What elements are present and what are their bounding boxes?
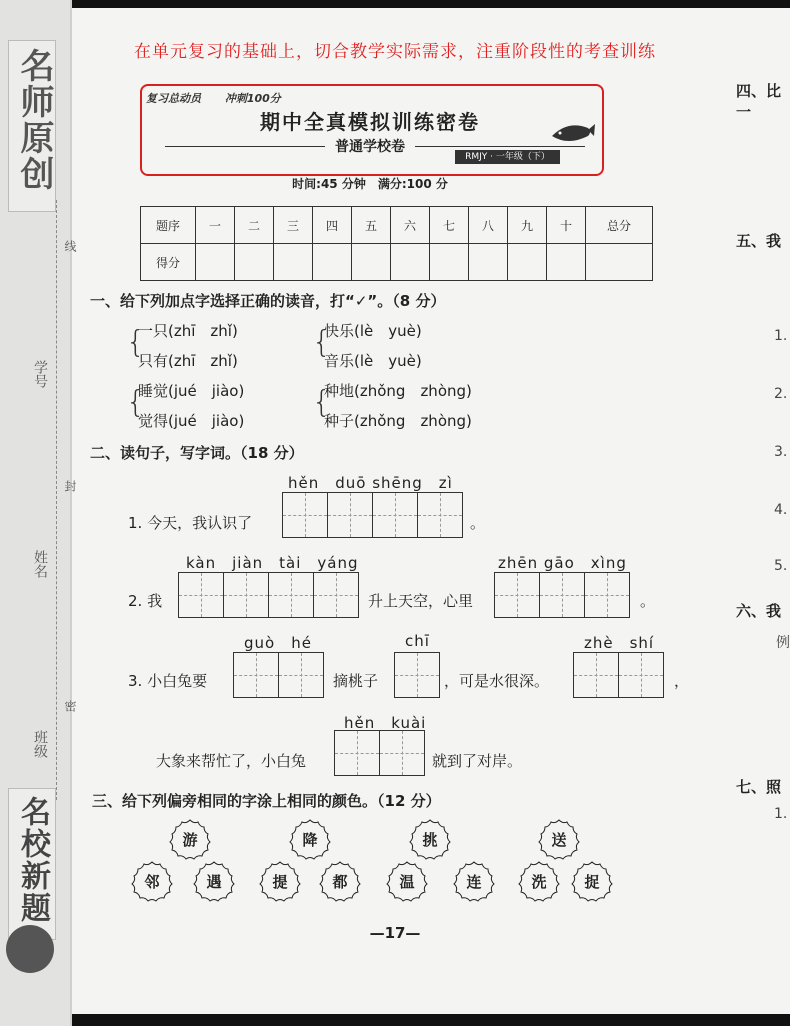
exam-subtitle: 普通学校卷	[140, 136, 600, 156]
q3-pinyin-2: chī	[405, 632, 430, 650]
q3b-prompt: 大象来帮忙了，小白兔	[156, 752, 307, 770]
q3-writing-grid-3[interactable]	[573, 652, 664, 698]
score-cell: 十	[547, 207, 586, 244]
right-q5-2: 2.	[774, 386, 788, 402]
q2-writing-grid-1[interactable]	[178, 572, 359, 618]
q3b-writing-grid[interactable]	[334, 730, 425, 776]
score-input-cell[interactable]	[274, 244, 313, 281]
series-label	[146, 90, 576, 104]
right-q6: 六、我	[736, 602, 782, 620]
q1-end: 。	[470, 514, 486, 532]
flower-char: 送	[551, 831, 567, 849]
right-q7-1: 1.	[774, 806, 788, 822]
flower-char: 降	[302, 831, 318, 849]
score-table-header-row	[141, 207, 653, 244]
score-table	[140, 206, 653, 281]
name-label: 姓名	[32, 550, 48, 578]
q2-prompt: 2. 我	[128, 592, 163, 610]
section1-heading: 一、给下列加点字选择正确的读音，打“✓”。（8 分）	[90, 292, 446, 310]
right-q5-4: 4.	[774, 502, 788, 518]
brace-icon: {	[312, 325, 332, 360]
flower-char: 挑	[422, 831, 438, 849]
brace-icon: {	[126, 385, 146, 420]
score-cell: 题序	[141, 207, 196, 244]
flower-char: 洗	[531, 873, 547, 891]
q1-pinyin: hěn duō shēng zì	[288, 474, 453, 492]
exam-title: 期中全真模拟训练密卷	[260, 110, 480, 134]
score-cell: 五	[352, 207, 391, 244]
q1-prompt: 1. 今天，我认识了	[128, 514, 253, 532]
score-input-cell[interactable]	[586, 244, 653, 281]
q3b-end: 就到了对岸。	[432, 752, 523, 770]
s1-item-5[interactable]: 睡觉(jué jiào)	[138, 382, 245, 400]
brand-bottom-text: 名校新题	[15, 796, 50, 924]
q3-middle-1: 摘桃子	[333, 672, 379, 690]
page-number: —17—	[369, 924, 421, 942]
q1-writing-grid[interactable]	[282, 492, 463, 538]
q2-end: 。	[640, 592, 656, 610]
right-q5-5: 5.	[774, 558, 788, 574]
score-cell: 七	[430, 207, 469, 244]
q3-end: ，	[674, 672, 690, 690]
flower-char: 游	[182, 831, 198, 849]
score-input-cell[interactable]	[196, 244, 235, 281]
score-input-cell[interactable]	[352, 244, 391, 281]
score-input-cell[interactable]	[313, 244, 352, 281]
q3-pinyin-1: guò hé	[244, 634, 312, 652]
top-border-bar	[40, 0, 790, 8]
q3-writing-grid-1[interactable]	[233, 652, 324, 698]
flower-char: 遇	[206, 873, 222, 891]
q3-pinyin-3: zhè shí	[584, 634, 655, 652]
seal-word-line: 线	[63, 240, 77, 252]
s1-item-2[interactable]: 只有(zhī zhǐ)	[138, 352, 238, 370]
score-table-score-row	[141, 244, 653, 281]
right-q7: 七、照	[736, 778, 782, 796]
s1-item-7[interactable]: 种地(zhǒng zhòng)	[324, 382, 472, 400]
bottom-border-bar	[40, 1014, 790, 1026]
score-input-cell[interactable]	[547, 244, 586, 281]
seal-word-seal: 封	[63, 480, 77, 492]
q2-writing-grid-2[interactable]	[494, 572, 630, 618]
brand-top-text: 名师原创	[14, 48, 54, 192]
score-input-cell[interactable]	[235, 244, 274, 281]
q3b-pinyin: hěn kuài	[344, 714, 427, 732]
q2-pinyin-2: zhēn gāo xìng	[498, 554, 627, 572]
brace-icon: {	[312, 385, 332, 420]
s1-item-1[interactable]: 一只(zhī zhǐ)	[138, 322, 238, 340]
binding-dashed-line	[56, 200, 57, 800]
section3-heading: 三、给下列偏旁相同的字涂上相同的颜色。（12 分）	[92, 792, 441, 810]
score-input-cell[interactable]	[469, 244, 508, 281]
q2-pinyin-1: kàn jiàn tài yáng	[186, 554, 359, 572]
score-row-label: 得分	[141, 244, 196, 281]
q3-prompt: 3. 小白兔要	[128, 672, 208, 690]
s1-item-3[interactable]: 快乐(lè yuè)	[324, 322, 422, 340]
series-right: 冲刺100分	[224, 92, 281, 105]
score-cell: 二	[235, 207, 274, 244]
score-cell: 六	[391, 207, 430, 244]
score-cell: 九	[508, 207, 547, 244]
class-label: 班级	[32, 730, 48, 758]
q3-middle-2: ，可是水很深。	[444, 672, 550, 690]
time-score-info: 时间:45 分钟 满分:100 分	[292, 177, 448, 191]
score-cell: 四	[313, 207, 352, 244]
score-cell: 八	[469, 207, 508, 244]
flower-char: 邻	[144, 873, 160, 891]
flower-char: 提	[272, 873, 288, 891]
s1-item-6[interactable]: 觉得(jué jiào)	[138, 412, 245, 430]
fish-illustration-icon	[548, 106, 596, 154]
red-tagline: 在单元复习的基础上，切合教学实际需求，注重阶段性的考查训练	[134, 42, 656, 62]
score-input-cell[interactable]	[430, 244, 469, 281]
q2-middle: 升上天空，心里	[368, 592, 474, 610]
series-left: 复习总动员	[146, 92, 201, 105]
margin-divider	[70, 0, 72, 1026]
brace-icon: {	[126, 325, 146, 360]
score-input-cell[interactable]	[391, 244, 430, 281]
flower-char: 连	[466, 873, 482, 891]
score-cell: 三	[274, 207, 313, 244]
score-cell: 总分	[586, 207, 653, 244]
s1-item-8[interactable]: 种子(zhǒng zhòng)	[324, 412, 472, 430]
score-cell: 一	[196, 207, 235, 244]
grade-tag: RMJY · 一年级（下）	[455, 150, 560, 164]
seal-word-secret: 密	[63, 700, 77, 712]
s1-item-4[interactable]: 音乐(lè yuè)	[324, 352, 422, 370]
right-q6-example: 例	[776, 635, 790, 651]
right-q5-1: 1.	[774, 328, 788, 344]
flower-char: 温	[399, 873, 415, 891]
right-q4: 四、比一	[736, 82, 782, 121]
score-input-cell[interactable]	[508, 244, 547, 281]
student-id-label: 学号	[32, 360, 48, 388]
right-q5: 五、我	[736, 232, 782, 250]
right-q5-3: 3.	[774, 444, 788, 460]
flower-char: 捉	[584, 873, 600, 891]
q3-writing-grid-2[interactable]	[394, 652, 440, 698]
section2-heading: 二、读句子，写字词。（18 分）	[90, 444, 304, 462]
flower-char: 都	[332, 873, 348, 891]
